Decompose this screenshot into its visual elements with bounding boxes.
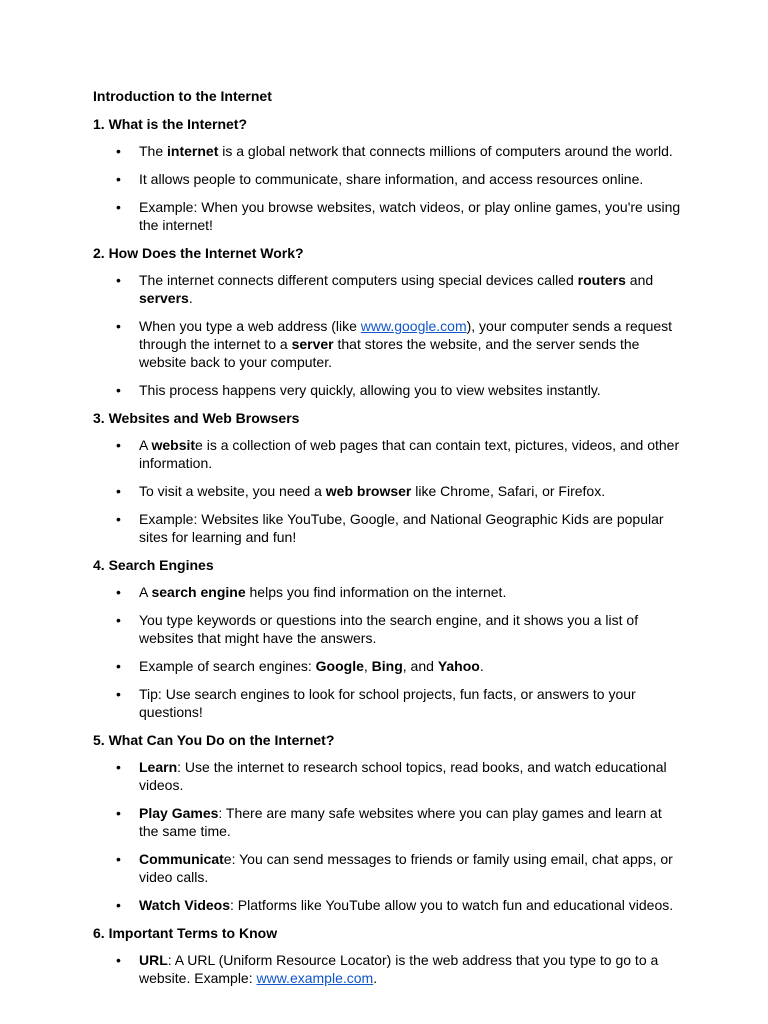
- text-run: that stores the website, and the server sends the website back to your computer.: [139, 336, 640, 370]
- list-item: [93, 611, 683, 647]
- text-run: and: [625, 272, 654, 288]
- bullet-icon: •: [116, 483, 121, 499]
- text-run: To visit a website, you need a: [139, 483, 326, 499]
- section-heading: 1. What is the Internet?: [93, 116, 248, 132]
- list-item: [93, 804, 683, 840]
- list-item: [93, 482, 683, 500]
- bold-text: servers: [139, 290, 189, 306]
- bold-text: URL: [139, 952, 168, 968]
- bullet-icon: •: [116, 437, 121, 453]
- bullet-list: [93, 951, 683, 987]
- bold-text: Communicat: [139, 851, 224, 867]
- text-run: e is a collection of web pages that can contain text, pictures, videos, and other information.: [139, 437, 680, 471]
- list-item: [93, 896, 683, 914]
- bullet-list: [93, 758, 683, 914]
- section-heading: 4. Search Engines: [93, 557, 214, 573]
- text-run: : There are many safe websites where you can play games and learn at the same time.: [139, 805, 662, 839]
- bold-text: server: [291, 336, 334, 352]
- list-item: [93, 271, 683, 307]
- text-run: is a global network that connects millions of computers around the world.: [218, 143, 673, 159]
- text-run: The internet connects different computers using special devices called: [139, 272, 578, 288]
- document-page: [93, 87, 683, 997]
- document-sections: [93, 115, 683, 987]
- text-run: e: You can send messages to friends or family using email, chat apps, or video calls.: [139, 851, 673, 885]
- text-run: like Chrome, Safari, or Firefox.: [411, 483, 606, 499]
- bold-text: Bing: [371, 658, 403, 674]
- text-run: You type keywords or questions into the search engine, and it shows you a list of websites that might have the answers.: [139, 612, 639, 646]
- section-heading: 5. What Can You Do on the Internet?: [93, 732, 335, 748]
- section-heading: 6. Important Terms to Know: [93, 925, 278, 941]
- bold-text: Watch Videos: [139, 897, 231, 913]
- text-run: : Platforms like YouTube allow you to watch fun and educational videos.: [230, 897, 674, 913]
- list-item: [93, 850, 683, 886]
- bullet-icon: •: [116, 897, 121, 913]
- bullet-list: [93, 436, 683, 546]
- text-run: A: [139, 584, 152, 600]
- list-item: [93, 583, 683, 601]
- document-title: Introduction to the Internet: [93, 88, 272, 104]
- text-run: ,: [363, 658, 372, 674]
- bold-text: Play Games: [139, 805, 219, 821]
- list-item: [93, 317, 683, 371]
- bullet-icon: •: [116, 952, 121, 968]
- bullet-icon: •: [116, 759, 121, 775]
- bullet-icon: •: [116, 584, 121, 600]
- bullet-icon: •: [116, 318, 121, 334]
- hyperlink[interactable]: www.example.com: [256, 970, 374, 986]
- bullet-list: [93, 142, 683, 234]
- text-run: : A URL (Uniform Resource Locator) is the web address that you type to go to a website. Example:: [139, 952, 659, 986]
- bold-text: web browser: [325, 483, 412, 499]
- bullet-icon: •: [116, 143, 121, 159]
- list-item: [93, 657, 683, 675]
- bullet-icon: •: [116, 686, 121, 702]
- list-item: [93, 381, 683, 399]
- list-item: [93, 142, 683, 160]
- list-item: [93, 758, 683, 794]
- bullet-icon: •: [116, 171, 121, 187]
- bullet-list: [93, 583, 683, 721]
- bold-text: Learn: [139, 759, 178, 775]
- bullet-icon: •: [116, 272, 121, 288]
- text-run: : Use the internet to research school topics, read books, and watch educational videos.: [139, 759, 667, 793]
- bullet-icon: •: [116, 851, 121, 867]
- bullet-icon: •: [116, 382, 121, 398]
- list-item: [93, 685, 683, 721]
- section-heading: 3. Websites and Web Browsers: [93, 410, 300, 426]
- text-run: .: [373, 970, 378, 986]
- bullet-icon: •: [116, 511, 121, 527]
- text-run: A: [139, 437, 152, 453]
- text-run: Example: When you browse websites, watch videos, or play online games, you're using the internet!: [139, 199, 681, 233]
- text-run: Tip: Use search engines to look for school projects, fun facts, or answers to your questions!: [139, 686, 636, 720]
- text-run: Example of search engines:: [139, 658, 316, 674]
- bold-text: routers: [577, 272, 626, 288]
- list-item: [93, 951, 683, 987]
- text-run: Example: Websites like YouTube, Google, and National Geographic Kids are popular sites for learning and fun!: [139, 511, 664, 545]
- section-heading: 2. How Does the Internet Work?: [93, 245, 304, 261]
- text-run: The: [139, 143, 168, 159]
- list-item: [93, 436, 683, 472]
- text-run: ), your computer sends a request through the internet to a: [139, 318, 673, 352]
- text-run: It allows people to communicate, share information, and access resources online.: [139, 171, 644, 187]
- list-item: [93, 510, 683, 546]
- text-run: .: [188, 290, 193, 306]
- bold-text: Yahoo: [437, 658, 480, 674]
- bold-text: search engine: [151, 584, 246, 600]
- bullet-icon: •: [116, 805, 121, 821]
- bold-text: internet: [167, 143, 219, 159]
- list-item: [93, 170, 683, 188]
- bullet-icon: •: [116, 199, 121, 215]
- bullet-icon: •: [116, 612, 121, 628]
- text-run: .: [479, 658, 484, 674]
- bullet-icon: •: [116, 658, 121, 674]
- text-run: helps you find information on the internet.: [245, 584, 507, 600]
- bullet-list: [93, 271, 683, 399]
- text-run: , and: [402, 658, 438, 674]
- text-run: This process happens very quickly, allowing you to view websites instantly.: [139, 382, 601, 398]
- text-run: When you type a web address (like: [139, 318, 361, 334]
- bold-text: websit: [151, 437, 196, 453]
- bold-text: Google: [315, 658, 364, 674]
- hyperlink[interactable]: www.google.com: [360, 318, 467, 334]
- list-item: [93, 198, 683, 234]
